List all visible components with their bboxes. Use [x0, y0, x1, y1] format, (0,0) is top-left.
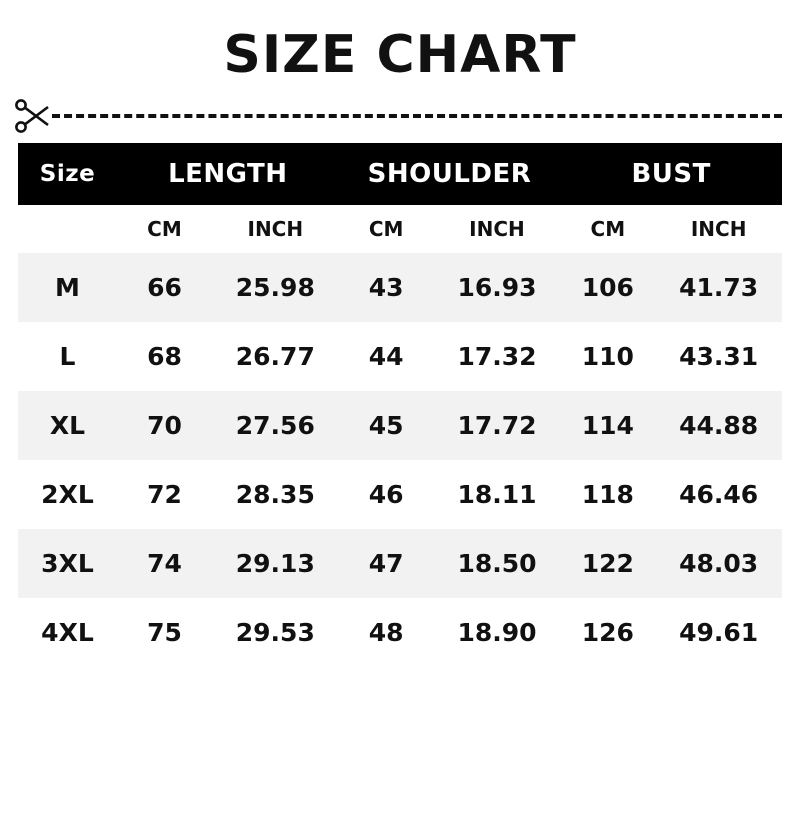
cell-shoulder-cm: 45 [339, 391, 434, 460]
cell-shoulder-cm: 44 [339, 322, 434, 391]
table-unit-header-row [18, 205, 782, 253]
header-size: Size [18, 143, 117, 205]
unit-blank [18, 205, 117, 253]
cell-shoulder-cm: 47 [339, 529, 434, 598]
table-row [18, 391, 782, 460]
cell-bust-cm: 118 [560, 460, 655, 529]
cell-length-inch: 26.77 [212, 322, 339, 391]
size-table-wrapper [18, 143, 782, 667]
unit-shoulder-inch: INCH [434, 205, 561, 253]
header-bust: BUST [560, 143, 782, 205]
cell-shoulder-inch: 17.72 [434, 391, 561, 460]
cell-length-cm: 72 [117, 460, 212, 529]
size-chart-page [0, 25, 800, 828]
cell-length-inch: 27.56 [212, 391, 339, 460]
cut-line [0, 97, 800, 135]
unit-length-inch: INCH [212, 205, 339, 253]
table-row [18, 460, 782, 529]
cell-bust-inch: 44.88 [655, 391, 782, 460]
cell-shoulder-inch: 16.93 [434, 253, 561, 322]
cell-bust-inch: 43.31 [655, 322, 782, 391]
cell-bust-cm: 106 [560, 253, 655, 322]
table-row [18, 253, 782, 322]
dashed-cut-rule [52, 114, 782, 118]
unit-length-cm: CM [117, 205, 212, 253]
cell-length-cm: 74 [117, 529, 212, 598]
cell-shoulder-inch: 18.50 [434, 529, 561, 598]
cell-length-cm: 75 [117, 598, 212, 667]
cell-shoulder-inch: 18.90 [434, 598, 561, 667]
cell-shoulder-cm: 43 [339, 253, 434, 322]
cell-bust-cm: 126 [560, 598, 655, 667]
cell-length-cm: 66 [117, 253, 212, 322]
cell-length-inch: 29.13 [212, 529, 339, 598]
cell-shoulder-cm: 48 [339, 598, 434, 667]
header-shoulder: SHOULDER [339, 143, 561, 205]
table-row [18, 598, 782, 667]
cell-bust-inch: 49.61 [655, 598, 782, 667]
header-length: LENGTH [117, 143, 339, 205]
unit-shoulder-cm: CM [339, 205, 434, 253]
cell-size: L [18, 322, 117, 391]
unit-bust-inch: INCH [655, 205, 782, 253]
table-row [18, 529, 782, 598]
cell-length-inch: 25.98 [212, 253, 339, 322]
scissors-icon [14, 99, 50, 133]
cell-size: 2XL [18, 460, 117, 529]
page-title: SIZE CHART [223, 25, 577, 85]
cell-length-cm: 70 [117, 391, 212, 460]
unit-bust-cm: CM [560, 205, 655, 253]
table-group-header-row [18, 143, 782, 205]
cell-bust-cm: 110 [560, 322, 655, 391]
cell-length-inch: 29.53 [212, 598, 339, 667]
cell-bust-cm: 114 [560, 391, 655, 460]
table-row [18, 322, 782, 391]
cell-size: 4XL [18, 598, 117, 667]
size-table [18, 143, 782, 667]
cell-bust-inch: 41.73 [655, 253, 782, 322]
cell-length-cm: 68 [117, 322, 212, 391]
cell-bust-inch: 46.46 [655, 460, 782, 529]
cell-shoulder-cm: 46 [339, 460, 434, 529]
cell-bust-cm: 122 [560, 529, 655, 598]
cell-length-inch: 28.35 [212, 460, 339, 529]
cell-size: M [18, 253, 117, 322]
cell-size: XL [18, 391, 117, 460]
cell-size: 3XL [18, 529, 117, 598]
cell-shoulder-inch: 18.11 [434, 460, 561, 529]
cell-bust-inch: 48.03 [655, 529, 782, 598]
cell-shoulder-inch: 17.32 [434, 322, 561, 391]
